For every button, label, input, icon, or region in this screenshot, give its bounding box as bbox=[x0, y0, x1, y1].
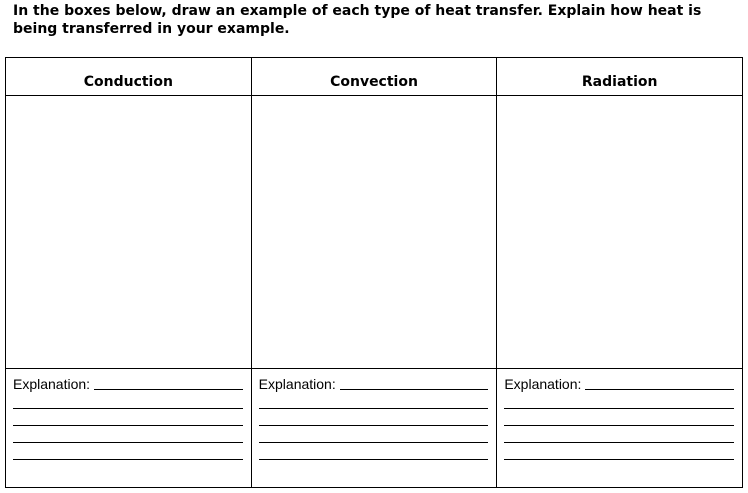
drawing-box-radiation[interactable] bbox=[497, 96, 742, 369]
answer-line[interactable] bbox=[504, 409, 734, 426]
instructions-text: In the boxes below, draw an example of each type of heat transfer. Explain how heat is being transferred in your example. bbox=[13, 3, 702, 37]
explanation-area-radiation[interactable] bbox=[497, 369, 742, 487]
answer-line[interactable] bbox=[340, 388, 489, 390]
drawing-box-convection[interactable] bbox=[252, 96, 497, 369]
explanation-area-convection[interactable] bbox=[252, 369, 497, 487]
column-header-radiation: Radiation bbox=[497, 58, 742, 96]
explanation-area-conduction[interactable] bbox=[6, 369, 251, 487]
answer-line[interactable] bbox=[585, 388, 734, 390]
answer-line[interactable] bbox=[259, 443, 489, 460]
answer-line[interactable] bbox=[504, 443, 734, 460]
answer-line[interactable] bbox=[13, 443, 243, 460]
column-header-conduction: Conduction bbox=[6, 58, 251, 96]
answer-line[interactable] bbox=[504, 426, 734, 443]
drawing-box-conduction[interactable] bbox=[6, 96, 251, 369]
explanation-label: Explanation: bbox=[13, 376, 91, 392]
conduction-column bbox=[6, 58, 251, 487]
answer-line[interactable] bbox=[259, 409, 489, 426]
heat-transfer-table bbox=[5, 57, 743, 488]
radiation-column bbox=[496, 58, 742, 487]
explanation-label: Explanation: bbox=[504, 376, 582, 392]
answer-line[interactable] bbox=[13, 409, 243, 426]
answer-line[interactable] bbox=[13, 426, 243, 443]
answer-line[interactable] bbox=[94, 388, 243, 390]
answer-line[interactable] bbox=[259, 426, 489, 443]
convection-column bbox=[251, 58, 497, 487]
answer-line[interactable] bbox=[259, 392, 489, 409]
answer-line[interactable] bbox=[13, 392, 243, 409]
column-header-convection: Convection bbox=[252, 58, 497, 96]
explanation-label: Explanation: bbox=[258, 376, 336, 392]
answer-line[interactable] bbox=[504, 392, 734, 409]
